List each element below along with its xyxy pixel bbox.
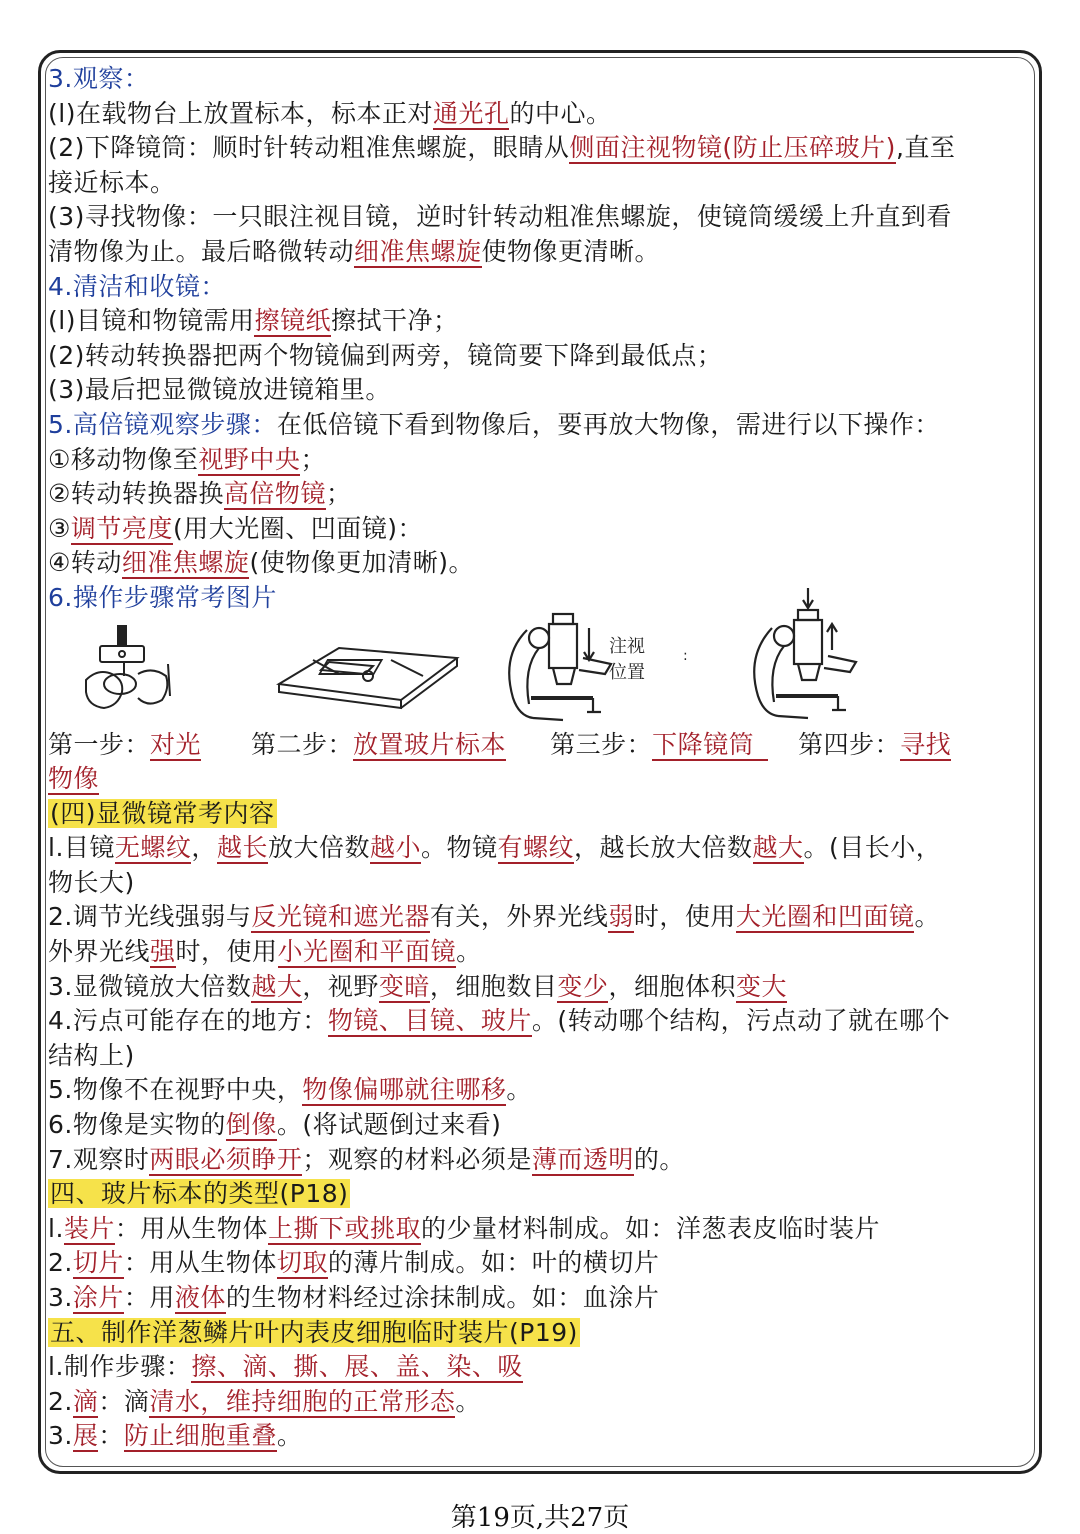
figures-row: [48, 616, 1038, 728]
text-line: (2)转动转换器把两个物镜偏到两旁，镜筒要下降到最低点；: [48, 340, 723, 370]
text-line: 7.观察时两眼必须睁开；观察的材料必须是薄而透明的。: [48, 1144, 685, 1174]
highlighted-heading: 五、制作洋葱鳞片叶内表皮细胞临时装片(P19): [50, 1317, 578, 1347]
answer-blank: 细准焦螺旋: [121, 548, 250, 578]
text-line: (3)最后把显微镜放进镜箱里。: [48, 375, 391, 405]
answer-blank: 通光孔: [432, 98, 510, 128]
text-line: [48, 1316, 1038, 1351]
list-item: ③调节亮度(用大光圈、凹面镜)：: [48, 513, 423, 543]
text-line: 结构上): [48, 1040, 135, 1070]
step4-illustration: [748, 586, 888, 734]
answer-blank: 侧面注视物镜(防止压碎玻片): [569, 133, 896, 163]
text-line: 3.显微镜放大倍数越大，视野变暗，细胞数目变少，细胞体积变大: [48, 971, 787, 1001]
answer-blank: 下降镜筒: [652, 730, 768, 761]
step3-illustration: [493, 608, 693, 738]
text-line: 外界光线强时，使用小光圈和平面镜。: [48, 937, 482, 967]
text-line: 3.展：防止细胞重叠。: [48, 1421, 303, 1451]
answer-blank: 对光: [150, 729, 202, 759]
step2-illustration: [273, 630, 463, 712]
list-item: ②转动转换器换高倍物镜；: [48, 479, 352, 509]
section-title-observe: 3.观察：: [48, 64, 150, 93]
answer-blank: 物像: [48, 764, 100, 794]
text-line: 3.涂片：用液体的生物材料经过涂抹制成。如：血涂片: [48, 1283, 660, 1312]
text-line: 4.污点可能存在的地方：物镜、目镜、玻片。(转动哪个结构，污点动了就在哪个: [48, 1006, 951, 1036]
text-line: (2)下降镜筒：顺时针转动粗准焦螺旋，眼睛从侧面注视物镜(防止压碎玻片),直至: [48, 133, 956, 163]
highlighted-heading: 四、玻片标本的类型(P18): [50, 1179, 349, 1209]
svg-text::: :: [683, 647, 688, 664]
list-item: ④转动细准焦螺旋(使物像更加清晰)。: [48, 548, 474, 578]
text-line: l.目镜无螺纹，越长放大倍数越小。物镜有螺纹，越长放大倍数越大。(目长小，: [48, 833, 942, 863]
text-line: [48, 797, 1038, 832]
text-line: 2.切片：用从生物体切取的薄片制成。如：叶的横切片: [48, 1248, 660, 1278]
text-line: 2.滴：滴清水，维持细胞的正常形态。: [48, 1386, 481, 1416]
answer-blank: 寻找: [900, 729, 952, 759]
answer-blank: 擦镜纸: [254, 306, 331, 336]
step1-illustration: [78, 622, 178, 722]
page-content: [48, 62, 1038, 1454]
answer-blank: 视野中央: [198, 444, 301, 474]
steps-caption-line: 第一步：对光 第二步：放置玻片标本 第三步：下降镜筒 第四步：寻找: [48, 729, 952, 759]
section-title-figures: 6.操作步骤常考图片: [48, 582, 277, 612]
text-line: (3)寻找物像：一只眼注视目镜，逆时针转动粗准焦螺旋，使镜筒缓缓上升直到看: [48, 202, 952, 232]
section-title-clean: 4.清洁和收镜：: [48, 271, 226, 301]
text-line: [48, 762, 1038, 797]
section-title-high-power: 5.高倍镜观察步骤：: [48, 409, 277, 439]
text-line: 5.物像不在视野中央，物像偏哪就往哪移。: [48, 1075, 532, 1105]
page-number: 第19页,共27页: [450, 1503, 630, 1533]
text-line: l.装片：用从生物体上撕下或挑取的少量材料制成。如：洋葱表皮临时装片: [48, 1213, 880, 1243]
text-line: 接近标本。: [48, 167, 176, 197]
text-line: (l)在载物台上放置标本，标本正对通光孔的中心。: [48, 98, 612, 128]
text-line: 6.物像是实物的倒像。(将试题倒过来看): [48, 1110, 502, 1140]
answer-blank: 细准焦螺旋: [354, 236, 482, 266]
list-item: ①移动物像至视野中央；: [48, 444, 326, 474]
text-line: l.制作步骤：擦、滴、撕、展、盖、染、吸: [48, 1352, 523, 1382]
answer-blank: 放置玻片标本: [353, 729, 507, 759]
text-line: 2.调节光线强弱与反光镜和遮光器有关，外界光线弱时，使用大光圈和凹面镜。: [48, 902, 940, 932]
answer-blank: 高倍物镜: [223, 479, 326, 509]
answer-blank: 调节亮度: [70, 513, 173, 543]
highlighted-heading: (四)显微镜常考内容: [50, 798, 275, 828]
text-line: [48, 1177, 1038, 1212]
text-line: 清物像为止。最后略微转动细准焦螺旋使物像更清晰。: [48, 236, 661, 266]
svg-text:位置: 位置: [609, 661, 645, 683]
text-line: (l)目镜和物镜需用擦镜纸擦拭干净；: [48, 306, 459, 336]
text-line: 5.高倍镜观察步骤：在低倍镜下看到物像后，要再放大物像，需进行以下操作：: [48, 409, 940, 439]
svg-text:注视: 注视: [609, 635, 645, 657]
text-line: 物长大): [48, 867, 135, 897]
